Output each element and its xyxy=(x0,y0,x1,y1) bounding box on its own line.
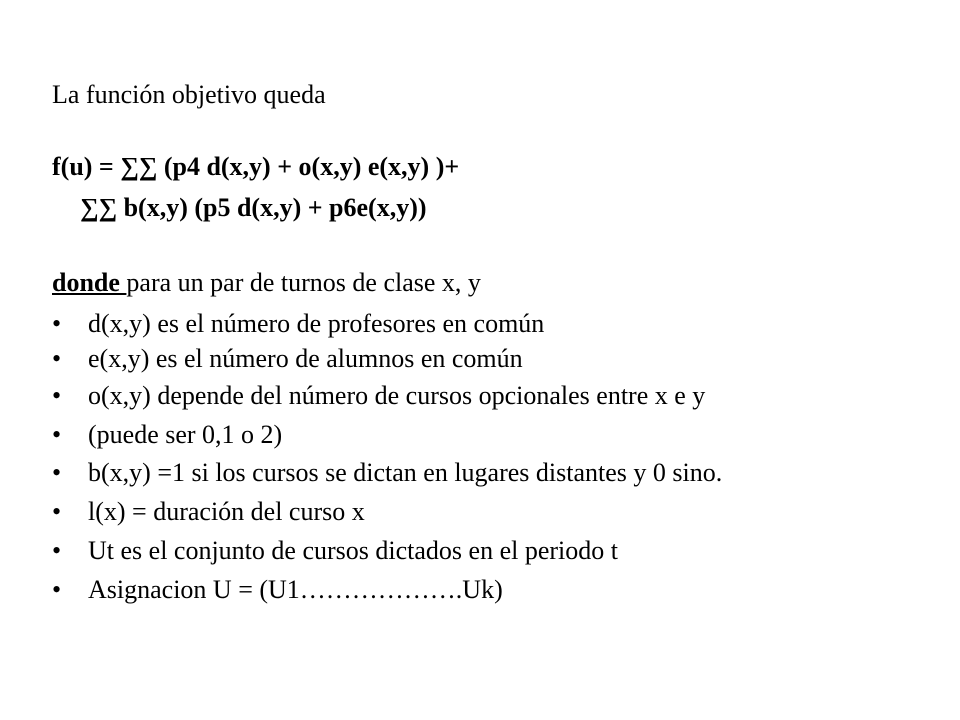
list-item-text: d(x,y) es el número de profesores en común xyxy=(88,309,545,338)
list-item xyxy=(52,381,705,411)
list-item-text: Asignacion U = (U1……………….Uk) xyxy=(88,575,503,604)
donde-rest: para un par de turnos de clase x, y xyxy=(126,268,481,297)
bullet-icon: • xyxy=(52,536,62,565)
list-item xyxy=(52,497,365,527)
list-item-text: o(x,y) depende del número de cursos opcionales entre x e y xyxy=(88,381,706,410)
bullet-icon: • xyxy=(52,344,62,373)
intro-text: La función objetivo queda xyxy=(52,80,326,109)
list-item-text: b(x,y) =1 si los cursos se dictan en lugares distantes y 0 sino. xyxy=(88,458,723,487)
formula-line-2: ∑∑ b(x,y) (p5 d(x,y) + p6e(x,y)) xyxy=(80,193,427,222)
donde-line xyxy=(52,268,481,298)
list-item-text: e(x,y) es el número de alumnos en común xyxy=(88,344,523,373)
list-item-text: Ut es el conjunto de cursos dictados en el periodo t xyxy=(88,536,618,565)
list-item xyxy=(52,458,722,488)
list-item xyxy=(52,344,523,374)
donde-keyword: donde xyxy=(52,268,127,297)
list-item xyxy=(52,420,282,450)
bullet-icon: • xyxy=(52,458,62,487)
bullet-icon: • xyxy=(52,381,62,410)
list-item xyxy=(52,536,618,566)
list-item xyxy=(52,309,544,339)
bullet-icon: • xyxy=(52,497,62,526)
formula-line-1: f(u) = ∑∑ (p4 d(x,y) + o(x,y) e(x,y) )+ xyxy=(52,152,460,181)
bullet-icon: • xyxy=(52,309,62,338)
list-item xyxy=(52,575,503,605)
bullet-icon: • xyxy=(52,575,62,604)
list-item-text: l(x) = duración del curso x xyxy=(88,497,365,526)
list-item-text: (puede ser 0,1 o 2) xyxy=(88,420,283,449)
bullet-icon: • xyxy=(52,420,62,449)
